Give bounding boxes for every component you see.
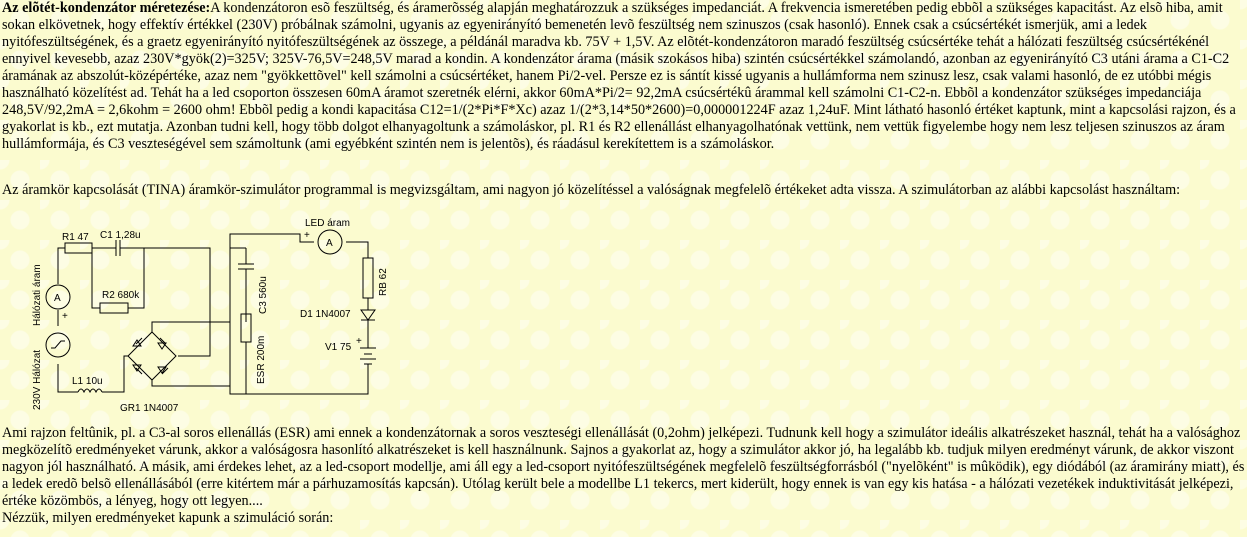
bridge-rectifier-icon: [128, 332, 176, 380]
ammeter-mains-plus: +: [62, 311, 68, 322]
conclusion-paragraph: [0, 425, 1247, 527]
capacitor-c3-icon: [230, 248, 254, 280]
conclusion-text: Ami rajzon feltûnik, pl. a C3-al soros ellenállás (ESR) ami ennek a kondenzátornak a soros veszteségi ellenállását (0,2ohm) jelképezi. Tudnunk kell hogy a szimulátor ideális alkatrészeket használ, tehát ha a valósághoz megközelítõ eredményeket várunk, akkor a valóságosra hasonlító alkatrészeket is kell használnunk. Sajnos a gyakorlat az, hogy a szimulátor akkor jó, ha legalább kb. tudjuk milyen eredményt várunk, de akkor viszont nagyon jól használható. A másik, ami érdekes lehet, az a led-csoport modellje, ami áll egy a led-csoport nyitófeszültségének megfelelõ feszültségforrásból ("nyelõként" is mûködik), egy diódából (az áramirány miatt), és a ledek eredõ belsõ ellenállásából (erre kitértem már a párhuzamosítás kapcsán). Utólag került bele a modellbe L1 tekercs, mert kiderült, hogy ennek is van egy kis hatása - a hálózati vezetékek induktivitását jelképezi, értéke közömbös, a lényeg, hogy ott legyen....: [2, 425, 1245, 509]
circuit-schematic: [0, 214, 400, 419]
label-rb: RB 62: [378, 268, 389, 296]
label-r2: R2 680k: [102, 290, 140, 301]
label-led-current: LED áram: [305, 218, 351, 229]
intro-paragraph: [0, 0, 1247, 153]
battery-plus: +: [356, 336, 362, 347]
label-l1: L1 10u: [72, 376, 103, 387]
simulation-intro-paragraph: Az áramkör kapcsolását (TINA) áramkör-szimulátor programmal is megvizsgáltam, ami nagyon jó közelítéssel a valóságnak megfelelõ értékeket adta vissza. A szimulátorban az alábbi kapcsolást használtam:: [2, 182, 1181, 198]
label-c1: C1 1,28u: [100, 230, 141, 241]
label-c3: C3 560u: [258, 276, 269, 314]
resistor-rb-icon: [363, 258, 373, 298]
intro-heading: Az elõtét-kondenzátor méretezése:: [2, 0, 211, 16]
label-r1: R1 47: [62, 232, 89, 243]
resistor-r2-icon: [100, 303, 128, 313]
label-d1: D1 1N4007: [300, 309, 351, 320]
resistor-r1-icon: [65, 243, 92, 253]
ammeter-mains-symbol: A: [54, 293, 61, 304]
label-ammeter-mains: Hálózati áram: [32, 264, 43, 326]
intro-text: A kondenzátoron esõ feszültség, és áramerõsség alapján meghatározzuk a szükséges impedanciát. A frekvencia ismeretében pedig ebbõl a szükséges kapacitást. Az elsõ hiba, amit sokan elkövetnek, hogy effektív értékkel (230V) próbálnak számolni, ugyanis az egyenirányító bemenetén levõ feszültség nem szinuszos (csak hasonló). Ennek csak a csúcsértékét ismerjük, ami a ledek nyitófeszültségének, és a graetz egyenirányító nyitófeszültségének az összege, a példánál maradva kb. 75V + 1,5V. Az elõtét-kondenzátoron maradó feszültség csúcsértéke tehát a hálózati feszültség csúcsértékénél ennyivel kevesebb, azaz 230V*gyök(2)=325V; 325V-76,5V=248,5V marad a kondin. A kondenzátor árama (másik szokásos hiba) szintén csúcsértékkel számolandó, azonban az egyenirányító C3 utáni árama a C1-C2 áramának az abszolút-középértéke, azaz nem "gyökkettõvel" kell számolni a csúcsértéket, hanem Pi/2-vel. Persze ez is sántít kissé ugyanis a hullámforma nem szinusz lesz, csak valami hasonló, de ez utóbbi mégis használható közelítést ad. Tehát ha a led csoporton összesen 60mA áramot szeretnék elérni, akkor 60mA*Pi/2= 92,2mA csúcsértékû árammal kell számolni C1-C2-n. Ebbõl a kondenzátor szükséges impedanciája 248,5V/92,2mA = 2,6kohm = 2600 ohm! Ebbõl pedig a kondi kapacitása C12=1/(2*Pi*F*Xc) azaz 1/(2*3,14*50*2600)=0,000001224F azaz 1,24uF. Mint látható hasonló értéket kaptunk, mint a kapcsolási rajzon, és a gyakorlat is kb., ezt mutatja. Azonban tudni kell, hogy több dolgot elhanyagoltunk a számoláskor, pl. R1 és R2 ellenállást elhanyagolhatónak vettünk, nem vettük figyelembe hogy nem lesz teljesen szinuszos az áram hullámformája, és C3 veszteségével sem számoltunk (ami egyébként szintén nem is jelentõs), és ráadásul kerekítettem is a számoláskor.: [2, 0, 1236, 152]
ammeter-led-symbol: A: [326, 238, 333, 249]
label-gr1: GR1 1N4007: [120, 403, 179, 414]
next-line-text: Nézzük, milyen eredményeket kapunk a szimuláció során:: [2, 510, 334, 526]
battery-v1-icon: [356, 336, 376, 364]
diode-d1-icon: [361, 310, 375, 326]
label-source: 230V Hálózat: [32, 349, 43, 410]
label-v1: V1 75: [325, 342, 352, 353]
ac-source-icon: [46, 333, 70, 357]
capacitor-c1-icon: [110, 240, 126, 256]
ammeter-led-plus: +: [304, 230, 310, 241]
inductor-l1-icon: [78, 389, 102, 392]
label-esr: ESR 200m: [256, 335, 267, 384]
